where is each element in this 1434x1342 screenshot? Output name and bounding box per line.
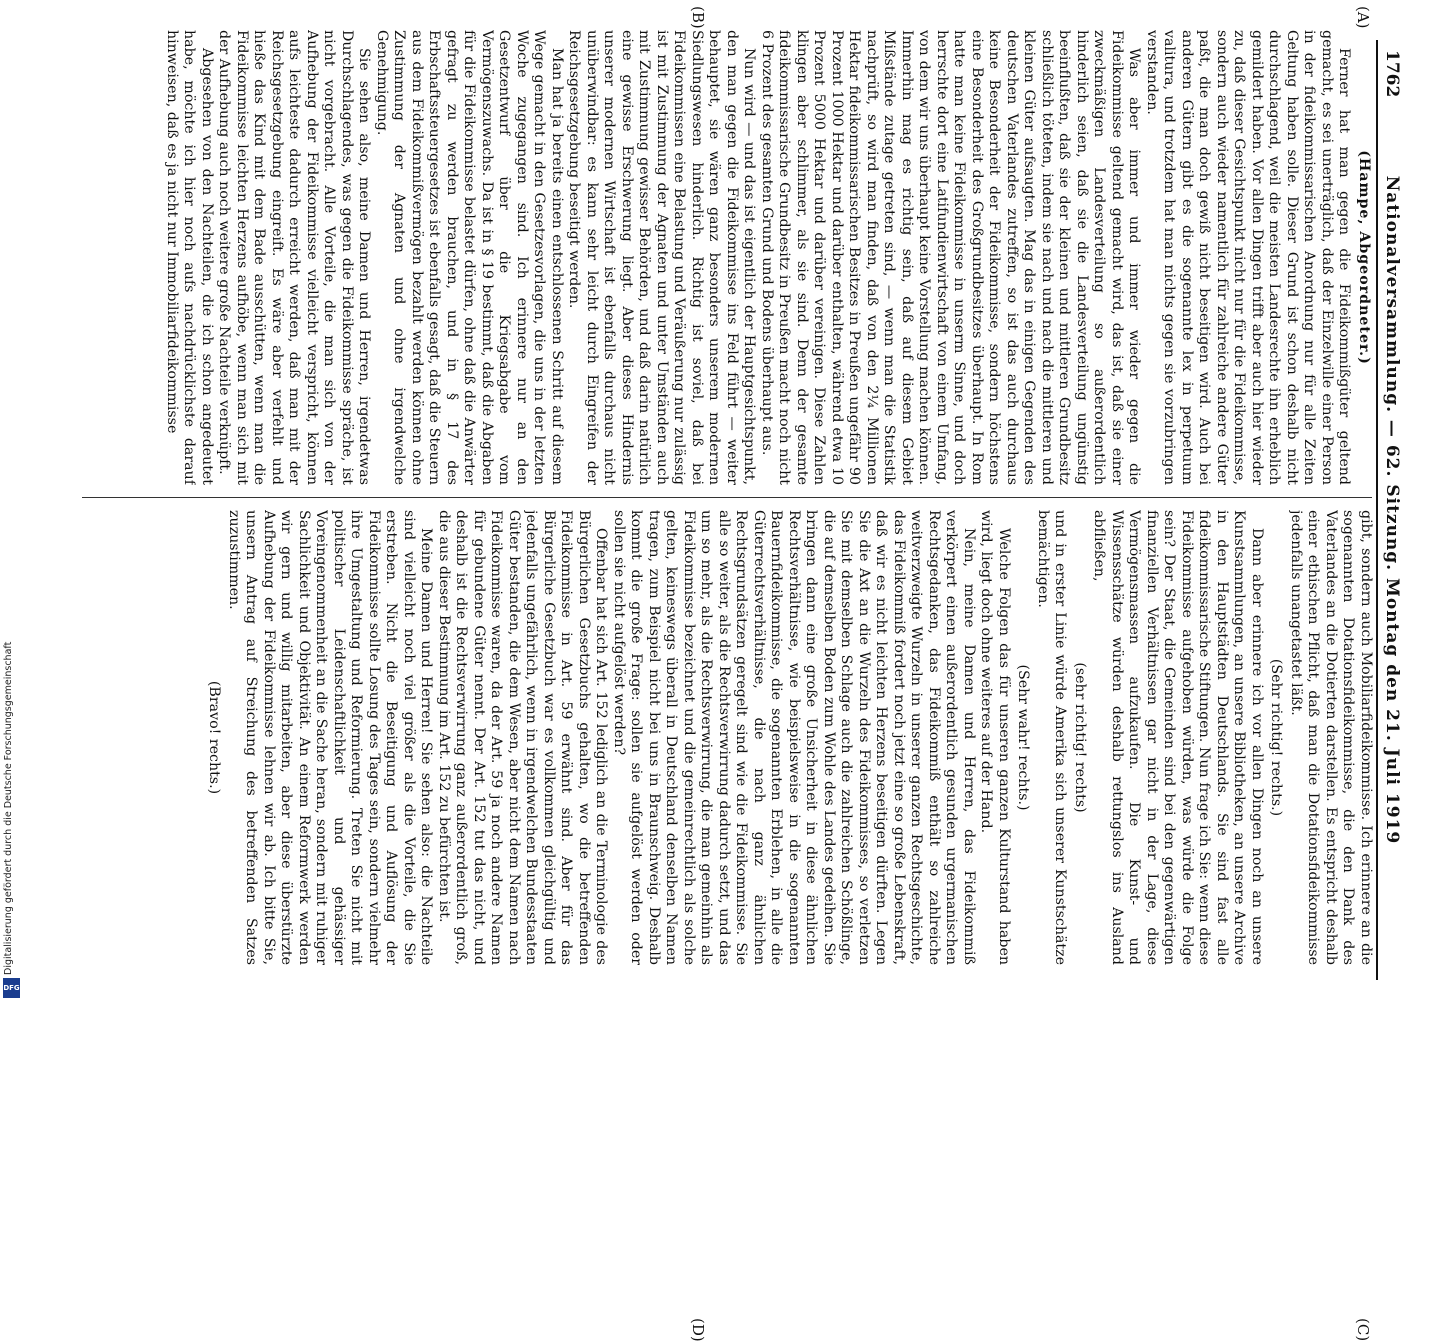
dfg-logo: DFG [3,978,20,998]
digitization-credit [0,0,22,1000]
interjection: (Sehr wahr! rechts.) [1015,664,1032,811]
paragraph: Nun wird — und das ist eigentlich der Hauptgesichtspunkt, den man gegen die Fideikommisse ins Feld führt — weiter behauptet, sie wären ganz besonders unserem modernen Siedlungswesen hinderlich. Richtig ist soviel, daß bei Fideikommissen eine Belastung und Veräußerung nur zulässig ist mit Zustimmung der Agnaten und unter Umständen auch mit Zustimmung gewisser Behörden, und daß darin natürlich eine gewisse Erschwerung liegt. Aber dieses Hindernis unserer modernen Wirtschaft ist ebenfalls durchaus nicht unüberwindbar: es kann sehr leicht durch Eingreifen der Reichsgesetzgebung beseitigt werden. [566,30,758,485]
page-title: Nationalversammlung. — 62. Sitzung. Montag den 21. Juli 1919 [1382,175,1402,845]
margin-mark-b: (B) [689,6,707,29]
paragraph: Dann aber erinnere ich vor allen Dingen noch an unsere Kunstsammlungen, an unsere Bibliotheken, an unsere Archive in den Hauptstädten Deutschlands. Sie sind fast alle fideikommissarische Stiftungen. Nun frage ich Sie: wenn diese Fideikommisse aufgehoben würden, was würde die Folge sein? Der Staat, die Gemeinden sind bei den gegenwärtigen finanziellen Verhältnissen gar nicht in der Lage, diese Vermögensmassen aufzukaufen. Die Kunst- und Wissensschätze würden deshalb rettungslos ins Ausland abfließen, [1091,510,1265,965]
margin-mark-c: (C) [1354,1318,1372,1342]
paragraph: gibt, sondern auch Mobiliarfideikommisse. Ich erinnere an die sogenannten Dotationsfideikommisse, die den Dank des Vaterlandes an die Dotierten darstellen. Es entspricht deshalb einer ethischen Pflicht, daß man die Dotationsfideikommisse jedenfalls unangetastet läßt. [1288,510,1374,965]
paragraph: Meine Damen und Herren! Sie sehen also: die Nachteile sind vielleicht noch viel größer als die Vorteile, die Sie erstreben. Nicht die Beseitigung und Auflösung der Fideikommisse sollte Losung des Tages sein, sondern vielmehr ihre Umgestaltung und Reformierung. Treten Sie nicht mit politischer Leidenschaftlichkeit und gehässiger Voreingenommenheit an die Sache heran, sondern mit ruhiger Sachlichkeit und Objektivität. An einem Reformwerk werden wir gern und willig mitarbeiten, aber diese überstürzte Aufhebung der Fideikommisse lehnen wir ab. Ich bitte Sie, unsern Antrag auf Streichung des betreffenden Satzes zuzustimmen. [226,510,435,965]
right-column [84,510,1374,965]
paragraph: Offenbar hat sich Art. 152 lediglich an die Terminologie des Bürgerlichen Gesetzbuchs gehalten, wo die betreffenden Fideikommisse in Art. 59 erwähnt sind. Aber für das Bürgerliche Gesetzbuch war es vollkommen gleichgültig und jedenfalls ungefährlich, wenn in irgendwelchen Bundesstaaten Güter bestanden, die dem Wesen, aber nicht dem Namen nach Fideikommisse waren, da der Art. 59 ja noch andere Namen für gebundene Güter nennt. Der Art. 152 tut das nicht, und deshalb ist die Rechtsverwirrung ganz außerordentlich groß, die aus dieser Bestimmung im Art. 152 zu befürchten ist. [436,510,610,965]
paragraph: Abgesehen von den Nachteilen, die ich schon angedeutet habe, möchte ich hier noch aufs nachdrücklichste darauf hinweisen, daß es ja nicht nur Immobiliarfideikommisse [164,30,215,485]
scanned-page [72,0,1412,1342]
paragraph: Man hat ja bereits einen entschlossenen Schritt auf diesem Wege gemacht in den Gesetzesvorlagen, die uns in der letzten Woche zugegangen sind. Ich erinnere nur an den Gesetzentwurf über die Kriegsabgabe vom Vermögenszuwachs. Da ist in § 19 bestimmt, daß die Abgaben für die Fideikommisse belastet dürfen, ohne daß die Anwärter gefragt zu werden brauchen, und in § 17 des Erbschaftssteuergesetzes ist ebenfalls gesagt, daß die Steuern aus dem Fideikommißvermögen bezahlt werden können ohne Zustimmung der Agnaten und ohne irgendwelche Genehmigung. [374,30,565,485]
page-number: 1762 [1382,50,1402,98]
interjection: (sehr richtig! rechts) [1072,662,1088,813]
paragraph: Welche Folgen das für unseren ganzen Kulturstand haben wird, liegt doch ohne weiteres auf der Hand. [978,510,1012,965]
credit-text: Digitalisierung gefördert durch die Deutsche Forschungsgemeinschaft [3,641,14,975]
paragraph: Ferner hat man gegen die Fideikommißgüter geltend gemacht, es sei unerträglich, daß der Einzelwille einer Person in der fideikommissarischen Anordnung nur für alle Zeiten Geltung haben solle. Dieser Grund ist schon deshalb nicht durchschlagend, weil die meisten Landesrechte ihn erheblich gemildert haben. Vor allen Dingen trifft aber auch hier wieder zu, daß dieser Gesichtspunkt nicht nur für die Fideikommisse, sondern auch wieder namentlich für zahlreiche andere Güter paßt, die man doch gewiß nicht beseitigen wird. Auch bei anderen Gütern gibt es die sogenannte lex in perpetuum valitura, und trotzdem hat man nichts gegen sie vorzubringen verstanden. [1144,30,1353,485]
margin-mark-a: (A) [1354,6,1372,29]
margin-mark-d: (D) [689,1318,707,1342]
speaker-label: (Hampe, Abgeordneter.) [1356,150,1372,365]
interjection: (Sehr richtig! rechts.) [1268,658,1285,817]
column-divider [82,497,1372,498]
paragraph: Nein, meine Damen und Herren, das Fideikommiß verkörpert einen außerordentlich gesunden urgermanischen Rechtsgedanken, das Fideikommiß enthält so zahlreiche weitverzweigte Wurzeln in unserer ganzen Rechtsgeschichte, das Fideikommiß fordert noch jetzt eine so große Lebenskraft, daß wir es nicht leichten Herzens beseitigen dürften. Legen Sie die Axt an die Wurzeln des Fideikommisses, so verletzen Sie mit demselben Schlage auch die zahlreichen Schößlinge, die auf demselben Boden zum Wohle des Landes gedeihen. Sie bringen dann eine große Unsicherheit in diese ähnlichen Rechtsverhältnisse, wie beispielsweise in die sogenannten Bauernfideikommisse, die sogenannten Erblehen, in alle die Güterrechtsverhältnisse, die nach ganz ähnlichen Rechtsgrundsätzen geregelt sind wie die Fideikommisse. Sie alle so weiter, als die Rechtsverwirrung dadurch setzt, und das um so mehr, als die Rechtsverwirrung, die man gemeinhin als Fideikommisse bezeichnet und die gemeinrechtlich als solche gelten, keineswegs überall in Deutschland denselben Namen tragen, zum Beispiel nicht bei uns in Braunschweig. Deshalb kommt die große Frage: sollen sie aufgelöst werden oder sollen sie nicht aufgelöst werden? [611,510,977,965]
page-header [1376,40,1404,980]
paragraph: und in erster Linie würde Amerika sich unserer Kunstschätze bemächtigen. [1035,510,1069,965]
interjection: (Bravo! rechts.) [206,680,223,795]
left-column [84,30,1374,485]
paragraph: Sie sehen also, meine Damen und Herren, irgendetwas Durchschlagendes, was gegen die Fideikommisse spräche, ist nicht vorgebracht. Alle Vorteile, die man sich von der Aufhebung der Fideikommisse vielleicht verspricht, können aufs leichteste dadurch erreicht werden, daß man mit der Reichsgesetzgebung eingreift. Es wäre aber verfehlt und hieße das Kind mit dem Bade ausschütten, wenn man die Fideikommisse leichten Herzens aufhöbe, wenn man sich mit der Aufhebung auch noch weitere große Nachteile verknüpft. [216,30,373,485]
paragraph: Was aber immer und immer wieder gegen die Fideikommisse geltend gemacht wird, das ist, daß sie einer zweckmäßigen Landesverteilung so außerordentlich hinderlich seien, daß sie die Landesverteilung ungünstig beeinflußten, daß sie der kleinen und mittleren Grundbesitz schließlich töteten, indem sie nach und nach die mittleren und kleinen Güter aufsaugten. Mag das in einigen Gegenden des deutschen Vaterlandes zutreffen, so ist das auch durchaus keine Besonderheit der Fideikommisse, sondern höchstens eine Besonderheit des Großgrundbesitzes überhaupt. In Rom hatte man keine Fideikommisse in unserm Sinne, und doch herrschte dort eine Latifundienwirtschaft von einem Umfang, von dem wir uns überhaupt keine Vorstellung machen können. Immerhin mag es richtig sein, daß auf diesem Gebiet Mißstände zutage getreten sind, — wenn man die Statistik nachprüft, so wird man finden, daß von den 2¼ Millionen Hektar fideikommissarischen Besitzes in Preußen ungefähr 90 Prozent 1000 Hektar und darüber enthalten, während etwa 10 Prozent 5000 Hektar und darüber vereinigen. Diese Zahlen klingen aber schlimmer, als sie sind. Denn der gesamte fideikommissarische Grundbesitz in Preußen macht noch nicht 6 Prozent des gesamten Grund und Bodens überhaupt aus. [759,30,1143,485]
